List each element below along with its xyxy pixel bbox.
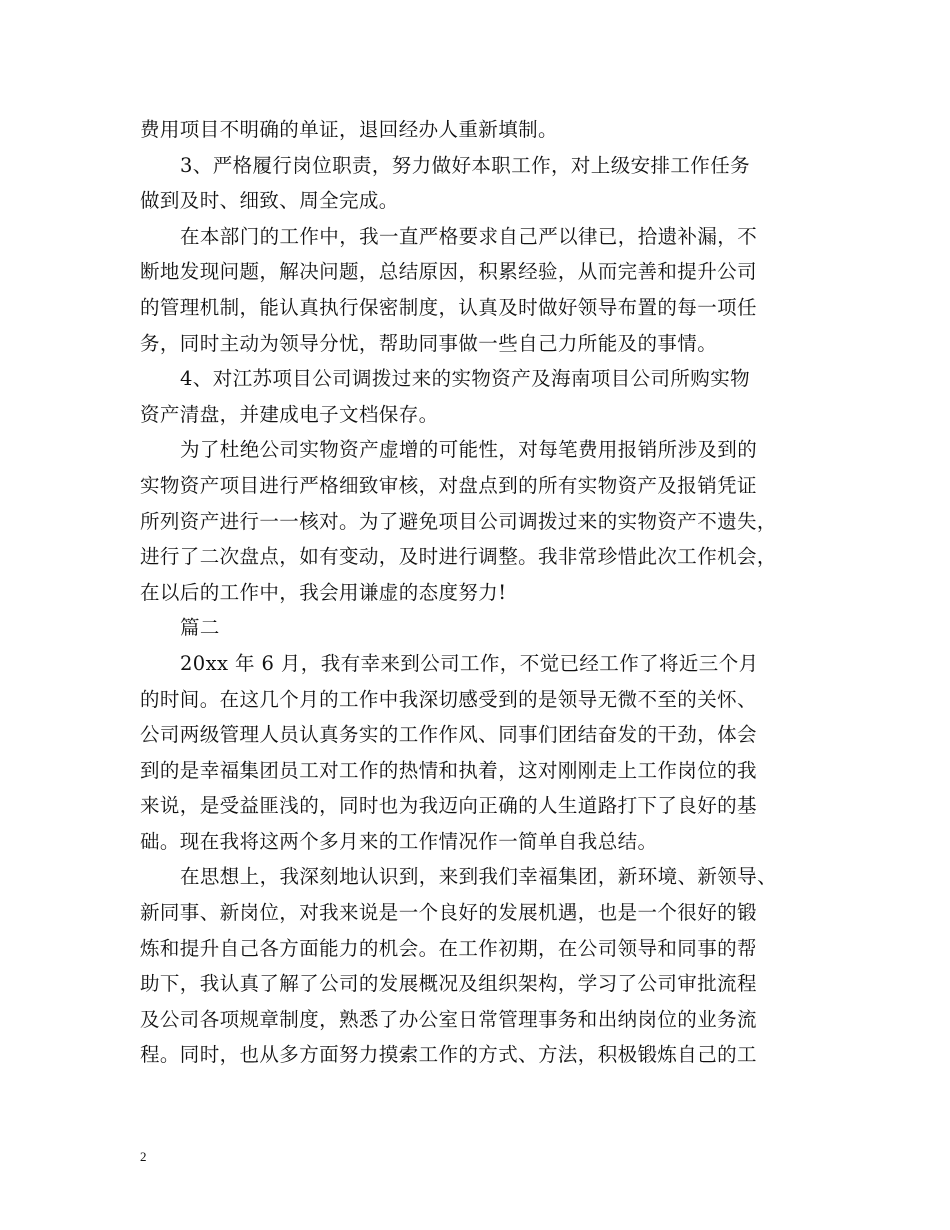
text-line: 所列资产进行一一核对。为了避免项目公司调拨过来的实物资产不遗失， — [140, 509, 777, 533]
text-line: 及公司各项规章制度，熟悉了办公室日常管理事务和出纳岗位的业务流 — [140, 1007, 757, 1031]
text-line: 断地发现问题，解决问题，总结原因，积累经验，从而完善和提升公司 — [140, 260, 757, 284]
text-line: 程。同时，也从多方面努力摸索工作的方式、方法，积极锻炼自己的工 — [140, 1043, 757, 1067]
text-line: 实物资产项目进行严格细致审核，对盘点到的所有实物资产及报销凭证 — [140, 473, 757, 497]
text-line: 务，同时主动为领导分忧，帮助同事做一些自己力所能及的事情。 — [140, 331, 718, 355]
text-line: 助下，我认真了解了公司的发展概况及组织架构，学习了公司审批流程 — [140, 972, 757, 996]
document-body — [140, 112, 830, 1073]
text-line: 公司两级管理人员认真务实的工作作风、同事们团结奋发的干劲，体会 — [140, 723, 757, 747]
text-line: 在以后的工作中，我会用谦虚的态度努力! — [140, 580, 507, 604]
text-line: 在本部门的工作中，我一直严格要求自己严以律已，拾遗补漏，不 — [180, 224, 758, 248]
text-line: 资产清盘，并建成电子文档保存。 — [140, 402, 439, 426]
text-line: 4、对江苏项目公司调拨过来的实物资产及海南项目公司所购实物 — [180, 367, 751, 391]
text-line: 的管理机制，能认真执行保密制度，认真及时做好领导布置的每一项任 — [140, 295, 757, 319]
text-line: 费用项目不明确的单证，退回经办人重新填制。 — [140, 118, 558, 141]
text-line: 为了杜绝公司实物资产虚增的可能性，对每笔费用报销所涉及到的 — [180, 438, 758, 462]
text-line: 到的是幸福集团员工对工作的热情和执着，这对刚刚走上工作岗位的我 — [140, 758, 757, 782]
text-line: 础。现在我将这两个多月来的工作情况作一简单自我总结。 — [140, 829, 658, 853]
text-line: 来说，是受益匪浅的，同时也为我迈向正确的人生道路打下了良好的基 — [140, 794, 757, 818]
text-line: 做到及时、细致、周全完成。 — [140, 189, 399, 213]
text-line: 的时间。在这几个月的工作中我深切感受到的是领导无微不至的关怀、 — [140, 687, 757, 711]
text-line: 进行了二次盘点，如有变动，及时进行调整。我非常珍惜此次工作机会， — [140, 545, 777, 569]
page-number: 2 — [140, 1149, 147, 1164]
text-line: 20xx 年 6 月，我有幸来到公司工作，不觉已经工作了将近三个月 — [180, 651, 759, 675]
text-line: 炼和提升自己各方面能力的机会。在工作初期，在公司领导和同事的帮 — [140, 936, 757, 960]
text-line: 新同事、新岗位，对我来说是一个良好的发展机遇，也是一个很好的锻 — [140, 901, 757, 925]
text-line: 在思想上，我深刻地认识到，来到我们幸福集团，新环境、新领导、 — [180, 865, 778, 889]
text-line: 3、严格履行岗位职责，努力做好本职工作，对上级安排工作任务 — [180, 153, 751, 177]
text-line: 篇二 — [180, 616, 220, 640]
